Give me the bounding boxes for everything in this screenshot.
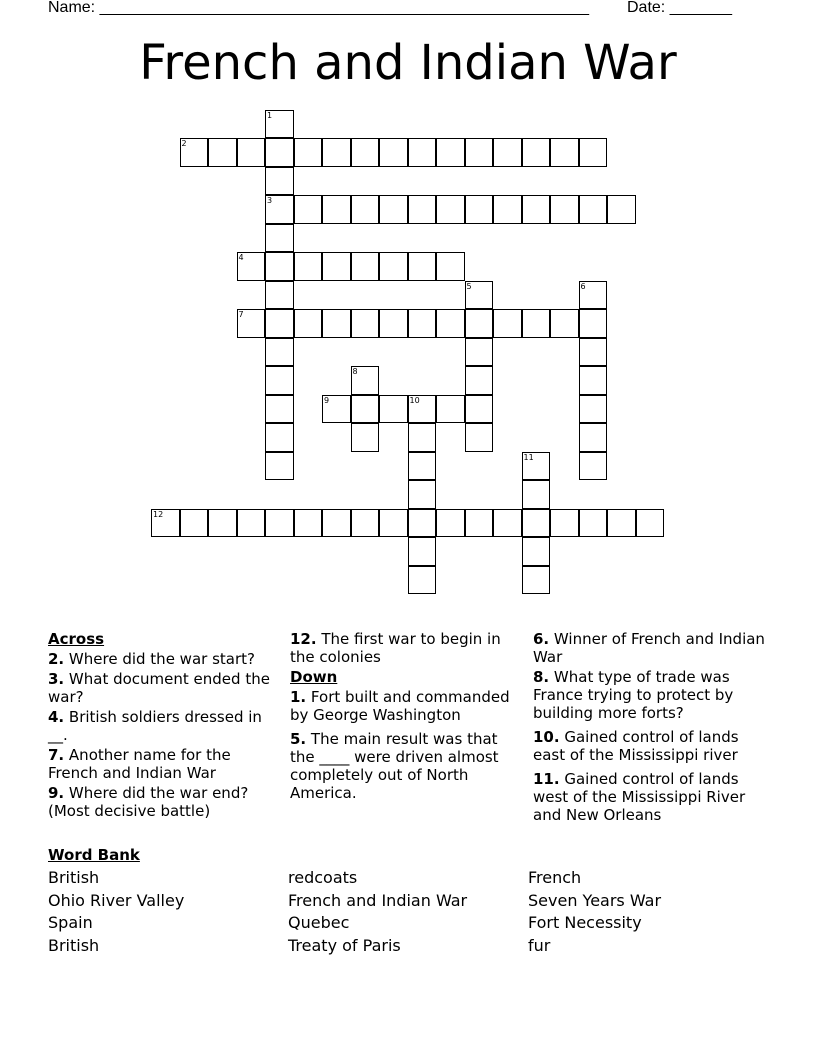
crossword-cell[interactable] xyxy=(265,224,294,253)
clue-across-3 xyxy=(48,670,274,706)
crossword-cell[interactable] xyxy=(351,309,380,338)
crossword-cell[interactable] xyxy=(465,509,494,538)
crossword-cell[interactable] xyxy=(579,395,608,424)
across-heading: Across xyxy=(48,630,105,648)
clue-text: Gained control of lands west of the Mississippi River and New Orleans xyxy=(533,770,746,824)
crossword-cell[interactable] xyxy=(379,252,408,281)
clue-text: Gained control of lands east of the Mississippi river xyxy=(533,728,739,764)
crossword-cell[interactable] xyxy=(322,252,351,281)
clue-number: 9. xyxy=(48,784,65,802)
crossword-cell[interactable] xyxy=(493,309,522,338)
clue-text: Another name for the French and Indian War xyxy=(48,746,231,782)
crossword-cell[interactable] xyxy=(522,537,551,566)
clue-down-5 xyxy=(290,730,520,802)
clue-down-1 xyxy=(290,688,520,724)
word-bank-item: French xyxy=(528,868,582,887)
crossword-cell[interactable] xyxy=(607,509,636,538)
clue-number: 1. xyxy=(290,688,307,706)
crossword-cell[interactable] xyxy=(465,281,494,310)
crossword-cell[interactable] xyxy=(408,480,437,509)
crossword-cell[interactable] xyxy=(522,138,551,167)
crossword-cell[interactable] xyxy=(265,195,294,224)
clue-text: The main result was that the ____ were driven almost completely out of North America. xyxy=(290,730,499,802)
clue-number-label: 7 xyxy=(238,310,244,319)
crossword-cell[interactable] xyxy=(465,366,494,395)
crossword-cell[interactable] xyxy=(379,509,408,538)
crossword-cell[interactable] xyxy=(607,195,636,224)
clue-number-label: 11 xyxy=(523,452,534,462)
word-bank-item: British xyxy=(48,936,100,955)
clue-number: 11. xyxy=(533,770,560,788)
clue-number-label: 12 xyxy=(153,509,164,519)
crossword-cell[interactable] xyxy=(550,509,579,538)
crossword-cell[interactable] xyxy=(579,423,608,452)
clue-text: Winner of French and Indian War xyxy=(533,630,765,666)
crossword-cell[interactable] xyxy=(322,138,351,167)
clue-across-4 xyxy=(48,708,274,744)
word-bank-item: British xyxy=(48,868,100,887)
clue-number-label: 2 xyxy=(181,139,187,148)
crossword-cell[interactable] xyxy=(351,366,380,395)
crossword-cell[interactable] xyxy=(351,138,380,167)
crossword-cell[interactable] xyxy=(151,509,180,538)
crossword-cell[interactable] xyxy=(493,138,522,167)
crossword-cell[interactable] xyxy=(208,509,237,538)
crossword-cell[interactable] xyxy=(579,509,608,538)
clue-text: Fort built and commanded by George Washington xyxy=(290,688,510,724)
clue-across-7 xyxy=(48,746,274,782)
crossword-cell[interactable] xyxy=(265,452,294,481)
crossword-cell[interactable] xyxy=(265,252,294,281)
clue-down-11 xyxy=(533,770,767,824)
clue-number: 6. xyxy=(533,630,550,648)
crossword-cell[interactable] xyxy=(322,309,351,338)
clue-number-label: 1 xyxy=(267,110,273,120)
crossword-cell[interactable] xyxy=(436,252,465,281)
clue-number: 3. xyxy=(48,670,65,688)
crossword-cell[interactable] xyxy=(265,366,294,395)
clue-number-label: 5 xyxy=(466,281,472,291)
crossword-cell[interactable] xyxy=(408,423,437,452)
word-bank-item: Treaty of Paris xyxy=(288,936,401,955)
crossword-cell[interactable] xyxy=(408,509,437,538)
crossword-cell[interactable] xyxy=(379,395,408,424)
clue-text: What document ended the war? xyxy=(48,670,270,706)
crossword-cell[interactable] xyxy=(180,138,209,167)
crossword-cell[interactable] xyxy=(550,309,579,338)
crossword-cell[interactable] xyxy=(522,480,551,509)
name-field-label: Name: _______________________________________________________ xyxy=(48,0,589,16)
crossword-cell[interactable] xyxy=(436,509,465,538)
crossword-cell[interactable] xyxy=(294,252,323,281)
clue-across-12 xyxy=(290,630,520,666)
crossword-cell[interactable] xyxy=(550,138,579,167)
crossword-cell[interactable] xyxy=(436,395,465,424)
crossword-cell[interactable] xyxy=(465,309,494,338)
crossword-cell[interactable] xyxy=(322,509,351,538)
crossword-cell[interactable] xyxy=(379,309,408,338)
crossword-cell[interactable] xyxy=(351,395,380,424)
date-field-label: Date: _______ xyxy=(627,0,732,16)
word-bank-item: Ohio River Valley xyxy=(48,891,185,910)
crossword-cell[interactable] xyxy=(436,195,465,224)
crossword-cell[interactable] xyxy=(265,423,294,452)
crossword-cell[interactable] xyxy=(579,281,608,310)
crossword-cell[interactable] xyxy=(408,252,437,281)
clue-number-label: 8 xyxy=(352,367,358,376)
crossword-cell[interactable] xyxy=(579,309,608,338)
clue-across-9 xyxy=(48,784,274,820)
crossword-cell[interactable] xyxy=(294,309,323,338)
crossword-cell[interactable] xyxy=(265,509,294,538)
crossword-cell[interactable] xyxy=(408,537,437,566)
crossword-cell[interactable] xyxy=(465,138,494,167)
crossword-cell[interactable] xyxy=(237,509,266,538)
puzzle-title: French and Indian War xyxy=(139,35,677,91)
crossword-cell[interactable] xyxy=(579,338,608,367)
clue-number-label: 4 xyxy=(238,253,244,262)
crossword-cell[interactable] xyxy=(636,509,665,538)
clues-column-2 xyxy=(290,628,520,802)
clues-column-3 xyxy=(533,628,767,824)
crossword-cell[interactable] xyxy=(493,195,522,224)
clue-number: 12. xyxy=(290,630,317,648)
crossword-cell[interactable] xyxy=(180,509,209,538)
clue-down-6 xyxy=(533,630,767,666)
crossword-cell[interactable] xyxy=(408,309,437,338)
crossword-cell[interactable] xyxy=(465,395,494,424)
crossword-cell[interactable] xyxy=(408,395,437,424)
crossword-cell[interactable] xyxy=(237,138,266,167)
crossword-cell[interactable] xyxy=(522,309,551,338)
crossword-cell[interactable] xyxy=(465,195,494,224)
clue-text: Where did the war end? (Most decisive battle) xyxy=(48,784,249,820)
crossword-cell[interactable] xyxy=(322,395,351,424)
crossword-cell[interactable] xyxy=(265,110,294,139)
crossword-cell[interactable] xyxy=(522,195,551,224)
crossword-cell[interactable] xyxy=(265,281,294,310)
clue-number-label: 10 xyxy=(409,395,420,405)
word-bank-heading: Word Bank xyxy=(48,846,140,864)
crossword-cell[interactable] xyxy=(408,138,437,167)
clue-number: 10. xyxy=(533,728,560,746)
clue-number: 7. xyxy=(48,746,65,764)
crossword-cell[interactable] xyxy=(265,167,294,196)
crossword-cell[interactable] xyxy=(579,195,608,224)
crossword-cell[interactable] xyxy=(465,338,494,367)
clue-number: 2. xyxy=(48,650,65,668)
crossword-cell[interactable] xyxy=(550,195,579,224)
clue-across-2 xyxy=(48,650,274,668)
crossword-cell[interactable] xyxy=(522,452,551,481)
crossword-cell[interactable] xyxy=(294,138,323,167)
crossword-cell[interactable] xyxy=(265,395,294,424)
crossword-cell[interactable] xyxy=(351,423,380,452)
crossword-cell[interactable] xyxy=(579,138,608,167)
crossword-cell[interactable] xyxy=(294,509,323,538)
crossword-cell[interactable] xyxy=(208,138,237,167)
crossword-cell[interactable] xyxy=(351,195,380,224)
clues-column-1 xyxy=(48,628,274,820)
clue-text: The first war to begin in the colonies xyxy=(290,630,501,666)
crossword-cell[interactable] xyxy=(522,566,551,595)
crossword-cell[interactable] xyxy=(436,138,465,167)
crossword-cell[interactable] xyxy=(522,509,551,538)
down-heading: Down xyxy=(290,668,338,686)
crossword-cell[interactable] xyxy=(379,195,408,224)
clue-number-label: 3 xyxy=(267,196,273,205)
crossword-cell[interactable] xyxy=(322,195,351,224)
crossword-cell[interactable] xyxy=(579,452,608,481)
clue-text: British soldiers dressed in __. xyxy=(48,708,262,744)
word-bank-item: French and Indian War xyxy=(288,891,468,910)
crossword-cell[interactable] xyxy=(237,309,266,338)
word-bank-item: Fort Necessity xyxy=(528,913,642,932)
crossword-cell[interactable] xyxy=(408,566,437,595)
clue-number-label: 6 xyxy=(580,281,586,291)
crossword-cell[interactable] xyxy=(351,509,380,538)
crossword-cell[interactable] xyxy=(493,509,522,538)
word-bank-item: redcoats xyxy=(288,868,358,887)
crossword-cell[interactable] xyxy=(351,252,380,281)
crossword-cell[interactable] xyxy=(379,138,408,167)
crossword-cell[interactable] xyxy=(436,309,465,338)
word-bank-item: Spain xyxy=(48,913,93,932)
clue-down-8 xyxy=(533,668,767,722)
clue-number: 4. xyxy=(48,708,65,726)
word-bank-item: Quebec xyxy=(288,913,350,932)
crossword-cell[interactable] xyxy=(408,452,437,481)
crossword-cell[interactable] xyxy=(294,195,323,224)
crossword-cell[interactable] xyxy=(237,252,266,281)
clue-number: 8. xyxy=(533,668,550,686)
crossword-cell[interactable] xyxy=(265,309,294,338)
crossword-cell[interactable] xyxy=(265,138,294,167)
crossword-cell[interactable] xyxy=(465,423,494,452)
clue-down-10 xyxy=(533,728,767,764)
crossword-cell[interactable] xyxy=(579,366,608,395)
word-bank-item: fur xyxy=(528,936,551,955)
clue-text: Where did the war start? xyxy=(68,650,255,668)
crossword-cell[interactable] xyxy=(408,195,437,224)
crossword-cell[interactable] xyxy=(265,338,294,367)
word-bank-item: Seven Years War xyxy=(528,891,662,910)
clue-text: What type of trade was France trying to protect by building more forts? xyxy=(533,668,734,722)
clue-number-label: 9 xyxy=(324,395,330,405)
clue-number: 5. xyxy=(290,730,307,748)
